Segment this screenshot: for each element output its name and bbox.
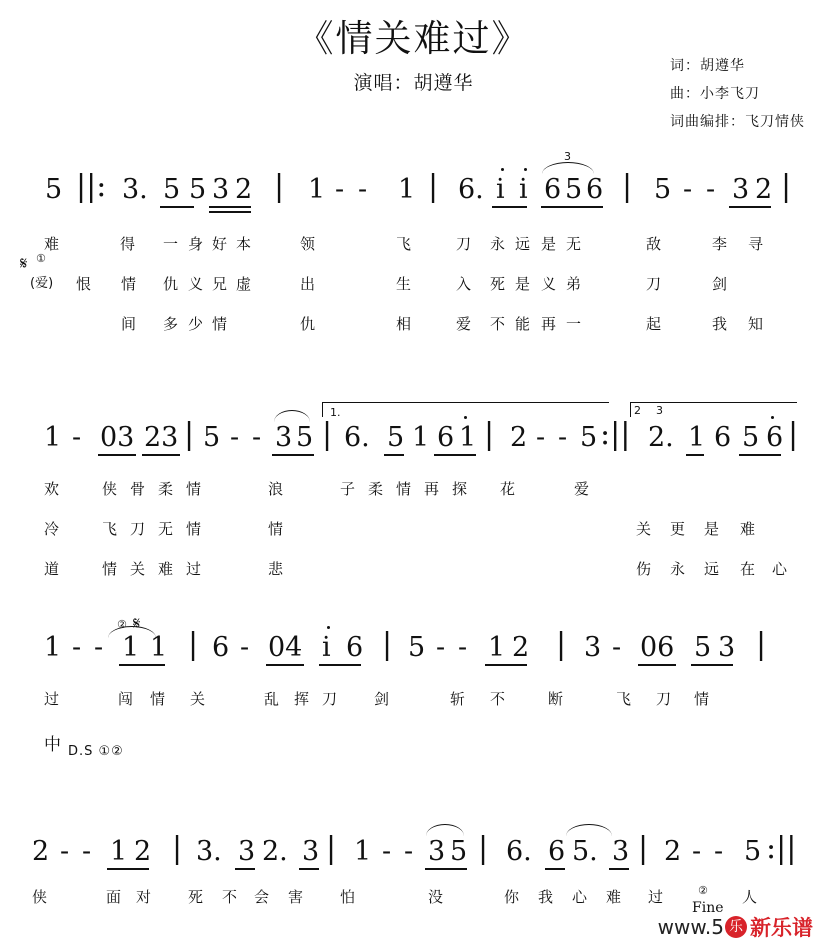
- lyric-syllable: 闯: [118, 690, 134, 708]
- lyric-syllable: 死: [490, 275, 506, 293]
- note: 5: [744, 836, 762, 867]
- barline: |: [184, 417, 195, 452]
- lyric-syllable: 刀: [130, 520, 146, 538]
- note: 5: [45, 174, 63, 205]
- note: -: [358, 174, 368, 205]
- barline: |: [428, 169, 439, 204]
- lyric-syllable: 骨: [130, 480, 146, 498]
- ending-bracket-1: [322, 402, 609, 417]
- note: 3: [612, 836, 630, 867]
- note: -: [72, 422, 82, 453]
- lyric-syllable: 探: [452, 480, 468, 498]
- note: 2: [755, 174, 773, 205]
- note: -: [683, 174, 693, 205]
- note: -: [458, 632, 468, 663]
- slur-arc: [542, 162, 594, 174]
- beam-line: [272, 454, 314, 456]
- lyric-syllable: 义: [188, 275, 204, 293]
- lyric-syllable: 不: [490, 690, 506, 708]
- note: 23: [144, 422, 179, 453]
- lyric-syllable: 冷: [44, 520, 60, 538]
- note: -: [558, 422, 568, 453]
- coda-number: ②: [117, 618, 127, 631]
- lyric-syllable: 难: [158, 560, 174, 578]
- watermark-brand: 新乐谱: [750, 916, 813, 940]
- lyric-syllable: 侠: [102, 480, 118, 498]
- note: 2: [134, 836, 152, 867]
- note: 1: [412, 422, 430, 453]
- note: -: [72, 632, 82, 663]
- lyric-syllable: 在: [740, 560, 756, 578]
- beam-line: [686, 454, 704, 456]
- lyric-syllable: 永: [670, 560, 686, 578]
- note: 5: [408, 632, 426, 663]
- note: 3: [732, 174, 750, 205]
- lyric-syllable: 再: [424, 480, 440, 498]
- lyric-syllable: 花: [500, 480, 516, 498]
- note: 3.: [196, 836, 222, 867]
- octave-dot: [464, 416, 467, 419]
- lyric-syllable: 会: [254, 888, 270, 906]
- beam-line: [691, 664, 733, 666]
- lyric-syllable: 知: [748, 315, 764, 333]
- lyric-syllable: 少: [188, 315, 204, 333]
- note: i: [322, 632, 331, 663]
- octave-dot: [327, 626, 330, 629]
- beam-line: [434, 454, 476, 456]
- note: 1: [44, 632, 62, 663]
- octave-dot: [501, 168, 504, 171]
- note: 3: [428, 836, 446, 867]
- note: 6.: [506, 836, 532, 867]
- lyric-syllable: 能: [515, 315, 531, 333]
- lyric-syllable: 浪: [268, 480, 284, 498]
- lyric-syllable: 仇: [163, 275, 179, 293]
- lyric-syllable: 我: [538, 888, 554, 906]
- lyric-syllable: 再: [541, 315, 557, 333]
- lyric-syllable: 一: [163, 235, 179, 253]
- note: 5: [654, 174, 672, 205]
- lyric-syllable: 斩: [450, 690, 466, 708]
- beam-line: [142, 454, 180, 456]
- ending-marker-2: ②: [698, 884, 708, 897]
- lyric-syllable: 生: [396, 275, 412, 293]
- note: -: [252, 422, 262, 453]
- beam-line: [299, 868, 319, 870]
- note: 5: [742, 422, 760, 453]
- note: 2: [510, 422, 528, 453]
- lyric-syllable: 挥: [294, 690, 310, 708]
- lyric-syllable: 中: [44, 735, 61, 755]
- note: 6: [548, 836, 566, 867]
- lyric-syllable: 怕: [340, 888, 356, 906]
- lyric-syllable: 没: [428, 888, 444, 906]
- lyric-syllable: 是: [541, 235, 557, 253]
- lyric-syllable: 情: [121, 275, 137, 293]
- note: -: [382, 836, 392, 867]
- lyric-syllable: 相: [396, 315, 412, 333]
- lyric-syllable: 情: [212, 315, 228, 333]
- lyric-syllable: 情: [150, 690, 166, 708]
- lyric-syllable: 心: [772, 560, 788, 578]
- note: 1: [398, 174, 416, 205]
- lyric-syllable: 飞: [396, 235, 412, 253]
- lyric-syllable: 难: [44, 235, 60, 253]
- lyric-syllable: 情: [102, 560, 118, 578]
- ending-number-3: 3: [656, 404, 663, 417]
- lyric-syllable: 柔: [368, 480, 384, 498]
- barline: |: [756, 627, 767, 662]
- note: 6: [346, 632, 364, 663]
- note: 6: [212, 632, 230, 663]
- beam-line: [266, 664, 304, 666]
- lyric-syllable: 本: [236, 235, 252, 253]
- lyric-syllable: 兄: [212, 275, 228, 293]
- note: -: [82, 836, 92, 867]
- note: -: [404, 836, 414, 867]
- note: 5: [694, 632, 712, 663]
- note: i: [519, 174, 528, 205]
- lyric-syllable: 情: [694, 690, 710, 708]
- barline: |: [274, 169, 285, 204]
- lyric-syllable: 入: [456, 275, 472, 293]
- note: 1: [354, 836, 372, 867]
- octave-dot: [771, 416, 774, 419]
- lyric-syllable: 是: [704, 520, 720, 538]
- beam-line: [98, 454, 136, 456]
- lyric-syllable: 过: [648, 888, 664, 906]
- lyric-syllable: 断: [548, 690, 564, 708]
- singer-line: 演唱：胡遵华: [353, 72, 474, 94]
- lyric-syllable: 永: [490, 235, 506, 253]
- lyric-syllable: 爱: [574, 480, 590, 498]
- watermark-badge: 乐: [725, 916, 747, 938]
- note: 1: [44, 422, 62, 453]
- note: 5: [565, 174, 583, 205]
- lyric-syllable: 面: [106, 888, 122, 906]
- note: 6.: [458, 174, 484, 205]
- lyric-syllable: 刀: [456, 235, 472, 253]
- credit-arranger: 词曲编排：飞刀情侠: [670, 114, 805, 130]
- lyric-syllable: 难: [606, 888, 622, 906]
- note: 5: [387, 422, 405, 453]
- note: 6: [766, 422, 784, 453]
- note: 3: [302, 836, 320, 867]
- beam-line: [209, 206, 251, 208]
- lyric-syllable: 剑: [374, 690, 390, 708]
- watermark-url: www.5: [657, 915, 724, 939]
- note: 1: [110, 836, 128, 867]
- note: 6: [586, 174, 604, 205]
- note: 5: [189, 174, 207, 205]
- barline: |: [478, 831, 489, 866]
- lyric-syllable: 飞: [102, 520, 118, 538]
- credit-lyricist: 词：胡遵华: [670, 58, 745, 74]
- note: 3.: [122, 174, 148, 205]
- note: 2: [512, 632, 530, 663]
- note: -: [692, 836, 702, 867]
- note: 5: [580, 422, 598, 453]
- credit-composer: 曲：小李飞刀: [670, 86, 760, 102]
- note: 3: [718, 632, 736, 663]
- barline: |: [781, 169, 792, 204]
- ending-number-2: 2: [634, 404, 641, 417]
- lyric-syllable: 死: [188, 888, 204, 906]
- barline: |: [172, 831, 183, 866]
- beam-line: [160, 206, 194, 208]
- lyric-syllable: 对: [136, 888, 152, 906]
- note: 04: [268, 632, 303, 663]
- beam-line: [384, 454, 404, 456]
- beam-line: [425, 868, 467, 870]
- lyric-syllable: 李: [712, 235, 728, 253]
- beam-line: [729, 206, 771, 208]
- beam-line: [319, 664, 361, 666]
- note: 2.: [262, 836, 288, 867]
- lyric-syllable: 过: [44, 690, 60, 708]
- lyric-syllable: 恨: [76, 275, 92, 293]
- lyric-syllable: 虚: [236, 275, 252, 293]
- beam-line: [545, 868, 565, 870]
- slur-arc: [274, 410, 310, 422]
- ending-number-1: 1.: [330, 406, 341, 419]
- lyric-syllable: 远: [515, 235, 531, 253]
- note: 5: [296, 422, 314, 453]
- repeat-end-barline: :||: [766, 831, 797, 866]
- lyric-syllable: 领: [300, 235, 316, 253]
- lyric-syllable: 一: [566, 315, 582, 333]
- note: -: [94, 632, 104, 663]
- barline: |: [382, 627, 393, 662]
- lyric-syllable: 乱: [264, 690, 280, 708]
- note: 5.: [572, 836, 598, 867]
- lyric-syllable: 刀: [646, 275, 662, 293]
- note: 6: [437, 422, 455, 453]
- triplet-number: 3: [564, 150, 571, 163]
- lyric-syllable: 难: [740, 520, 756, 538]
- beam-line: [209, 211, 251, 213]
- lyric-syllable: 悲: [268, 560, 284, 578]
- note: -: [706, 174, 716, 205]
- slur-arc: [426, 824, 464, 836]
- site-watermark: [658, 912, 813, 942]
- lyric-syllable: 我: [712, 315, 728, 333]
- lyric-syllable: 身: [188, 235, 204, 253]
- barline: |: [322, 417, 333, 452]
- note: 3: [238, 836, 256, 867]
- lyric-syllable: 刀: [656, 690, 672, 708]
- note: 1: [488, 632, 506, 663]
- lyric-syllable: 人: [742, 888, 758, 906]
- note: 06: [640, 632, 675, 663]
- lyric-syllable: 不: [490, 315, 506, 333]
- note: 1: [122, 632, 140, 663]
- note: 2: [235, 174, 253, 205]
- note: 5: [203, 422, 221, 453]
- beam-line: [492, 206, 527, 208]
- credits-block: [670, 52, 805, 136]
- lyric-syllable: 弟: [566, 275, 582, 293]
- slur-arc: [566, 824, 612, 836]
- barline: |: [788, 417, 799, 452]
- lyric-syllable: 过: [186, 560, 202, 578]
- barline: |: [326, 831, 337, 866]
- page-title: 《情关难过》: [296, 17, 531, 60]
- beam-line: [485, 664, 527, 666]
- note: -: [60, 836, 70, 867]
- note: 2: [32, 836, 50, 867]
- note: 1: [150, 632, 168, 663]
- segno-icon: 𝄋: [133, 614, 141, 634]
- beam-line: [107, 868, 149, 870]
- lyric-syllable: 道: [44, 560, 60, 578]
- note: 1: [688, 422, 706, 453]
- lyric-syllable: 情: [186, 480, 202, 498]
- lyric-syllable: 敌: [646, 235, 662, 253]
- note: 5: [450, 836, 468, 867]
- note: -: [536, 422, 546, 453]
- ds-marking: D.S ①②: [68, 744, 124, 759]
- note: -: [230, 422, 240, 453]
- beam-line: [739, 454, 781, 456]
- note: -: [436, 632, 446, 663]
- lyric-syllable: 是: [515, 275, 531, 293]
- note: 6.: [344, 422, 370, 453]
- note: -: [335, 174, 345, 205]
- lyric-syllable: 飞: [616, 690, 632, 708]
- note: -: [240, 632, 250, 663]
- lyric-syllable: 出: [300, 275, 316, 293]
- lyric-syllable: 远: [704, 560, 720, 578]
- note: 2: [664, 836, 682, 867]
- lyric-syllable: 寻: [748, 235, 764, 253]
- lyric-syllable: 爱: [456, 315, 472, 333]
- lyric-syllable: 情: [396, 480, 412, 498]
- lyric-syllable: 起: [646, 315, 662, 333]
- note: 5: [163, 174, 181, 205]
- lyric-syllable: 情: [268, 520, 284, 538]
- lyric-syllable: 剑: [712, 275, 728, 293]
- lyric-syllable: 伤: [636, 560, 652, 578]
- barline: |: [556, 627, 567, 662]
- barline: |: [622, 169, 633, 204]
- lyric-syllable: 仇: [300, 315, 316, 333]
- segno-icon: 𝄋: [20, 254, 28, 274]
- lyric-syllable: 义: [541, 275, 557, 293]
- repeat-start-barline: ||:: [76, 169, 107, 204]
- beam-line: [638, 664, 676, 666]
- lyric-syllable: (爱): [30, 276, 54, 291]
- lyric-syllable: 刀: [322, 690, 338, 708]
- lyric-syllable: 间: [121, 315, 137, 333]
- beam-line: [119, 664, 165, 666]
- lyric-syllable: 无: [158, 520, 174, 538]
- segno-number: ①: [36, 252, 46, 265]
- note: 03: [100, 422, 135, 453]
- barline: |: [188, 627, 199, 662]
- note: 3: [275, 422, 293, 453]
- lyric-syllable: 得: [120, 235, 136, 253]
- repeat-end-barline: :||: [600, 417, 631, 452]
- note: i: [496, 174, 505, 205]
- fine-marking: Fine: [692, 900, 724, 916]
- lyric-syllable: 好: [212, 235, 228, 253]
- lyric-syllable: 关: [130, 560, 146, 578]
- barline: |: [638, 831, 649, 866]
- lyric-syllable: 心: [572, 888, 588, 906]
- lyric-syllable: 你: [504, 888, 520, 906]
- lyric-syllable: 情: [186, 520, 202, 538]
- note: 2.: [648, 422, 674, 453]
- lyric-syllable: 更: [670, 520, 686, 538]
- lyric-syllable: 欢: [44, 480, 60, 498]
- note: 6: [714, 422, 732, 453]
- lyric-syllable: 关: [190, 690, 206, 708]
- lyric-syllable: 侠: [32, 888, 48, 906]
- lyric-syllable: 无: [566, 235, 582, 253]
- lyric-syllable: 柔: [158, 480, 174, 498]
- note: 1: [308, 174, 326, 205]
- beam-line: [541, 206, 603, 208]
- lyric-syllable: 子: [340, 480, 356, 498]
- barline: |: [484, 417, 495, 452]
- beam-line: [235, 868, 255, 870]
- lyric-syllable: 多: [163, 315, 179, 333]
- note: 3: [212, 174, 230, 205]
- note: 3: [584, 632, 602, 663]
- note: 6: [544, 174, 562, 205]
- lyric-syllable: 关: [636, 520, 652, 538]
- octave-dot: [524, 168, 527, 171]
- lyric-syllable: 不: [222, 888, 238, 906]
- beam-line: [609, 868, 629, 870]
- note: 1: [459, 422, 477, 453]
- note: -: [612, 632, 622, 663]
- lyric-syllable: 害: [288, 888, 304, 906]
- note: -: [714, 836, 724, 867]
